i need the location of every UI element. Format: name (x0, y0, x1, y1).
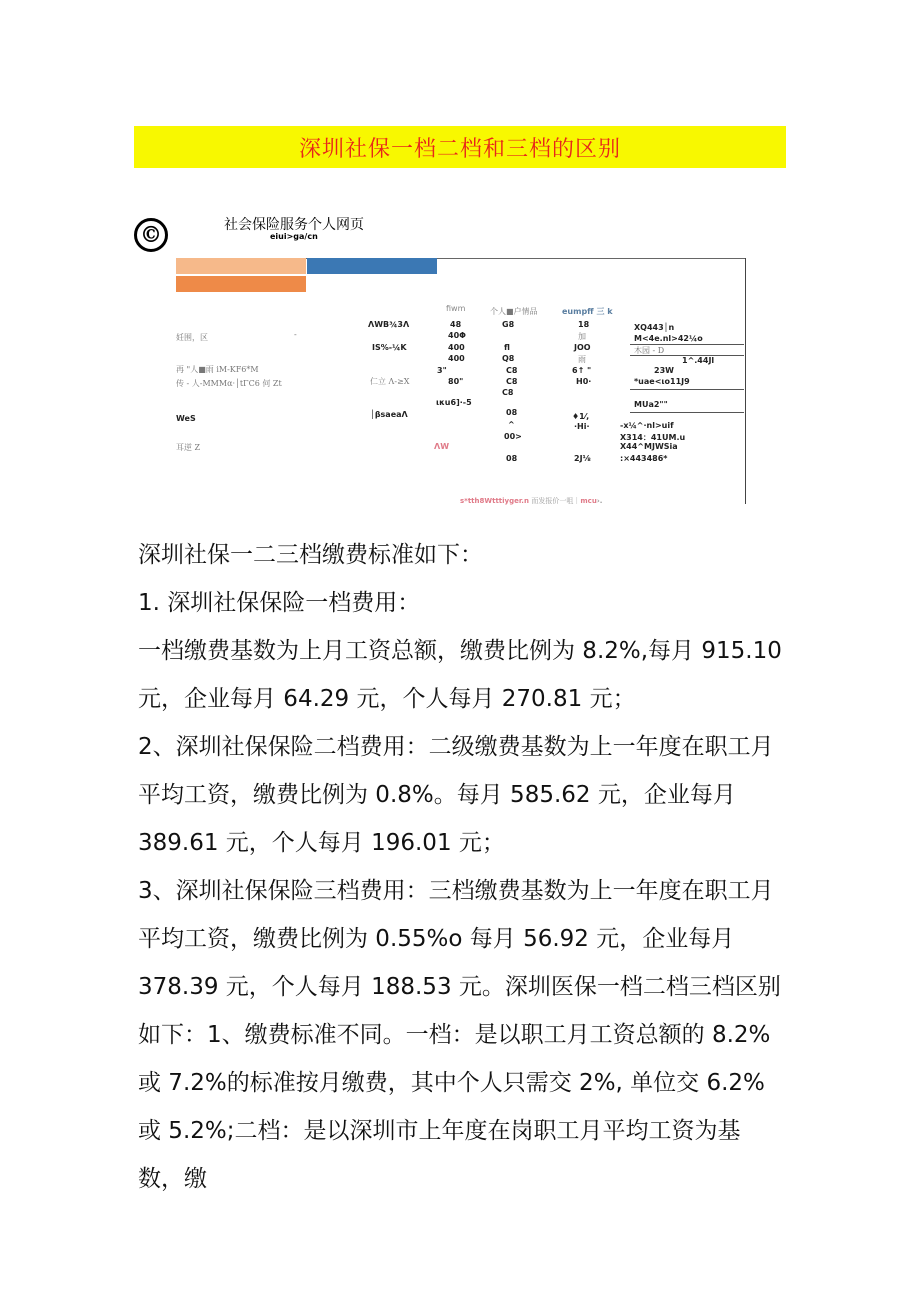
right-divider-4 (630, 412, 744, 413)
site-title: 社会保险服务个人网页 (224, 217, 364, 233)
nav-bar-peach (176, 258, 306, 274)
right-text-1: XQ443│n (634, 323, 675, 332)
col3-text-9: 2J⅛ (574, 454, 591, 463)
col1-text-7: ικu6]·-5 (436, 398, 472, 407)
col3-text-1: 18 (578, 320, 590, 329)
col1-text-6: 80" (448, 377, 464, 386)
col3-text-7: ♦1⁄, (572, 412, 590, 421)
col3-text-6: H0· (576, 377, 592, 386)
right-border (745, 258, 746, 504)
col-head-2: 个人■户情品 (490, 307, 538, 316)
col2-text-2: fl (504, 343, 510, 352)
col1-text-1: 48 (450, 320, 462, 329)
title-banner (134, 126, 786, 168)
right-text-9: X314：41UM.u (620, 433, 686, 442)
col2-text-8: ^ (508, 420, 515, 429)
left-dash: - (294, 330, 297, 339)
left-text-1: 妊围，区 (176, 333, 208, 342)
right-text-5: 23W (654, 366, 674, 375)
col3-text-3: JOO (574, 343, 591, 352)
col3-text-2: 加 (578, 332, 586, 341)
col2-text-7: 08 (506, 408, 518, 417)
left-text-2: 再 "人■雨 iM-KF6*M (176, 365, 259, 374)
left-text-3: 传 - 人-MMMα·│tΓC6 何 Zt (176, 379, 282, 388)
col1-text-3: 400 (448, 343, 465, 352)
col1-text-2: 40Φ (448, 331, 466, 340)
left-text-5: 耳逆 Z (176, 443, 201, 452)
col2-text-3: Q8 (502, 354, 515, 363)
col-head-1: fiwm (446, 304, 466, 313)
footer-link: s*tth8Wtttiyger.n (460, 497, 529, 505)
paragraph-tier3: 3、深圳社保保险三档费用：三档缴费基数为上一年度在职工月平均工资，缴费比例为 0.55%o 每月 56.92 元，企业每月 378.39 元，个人每月 188.53 元。深圳医保一档二档三档区别如下：1、缴费标准不同。一档：是以职工月工资总额的 8.2%或 7.2%的标准按月缴费，其中个人只需交 2%, 单位交 6.2%或 5.2%;二档：是以深圳市上年度在岗职工月平均工资为基数，缴 (138, 878, 781, 1192)
article-body (138, 531, 786, 1203)
col2-text-5: C8 (506, 377, 518, 386)
col2-text-1: G8 (502, 320, 515, 329)
embedded-screenshot (134, 206, 754, 506)
footer-line (460, 496, 602, 506)
site-subtitle: eiui>ga/cn (270, 232, 318, 241)
paragraph-tier1-heading: 1. 深圳社保保险一档费用： (138, 590, 421, 616)
right-text-8: -x¼^·nl>uif (620, 421, 674, 430)
document-title: 深圳社保一档二档和三档的区别 (298, 136, 621, 162)
footer-end: ›. (596, 497, 603, 505)
copyright-icon: © (134, 218, 168, 252)
mid-text-2: IS%-¼K (372, 343, 407, 352)
col2-text-6: C8 (502, 388, 514, 397)
col2-text-10: 08 (506, 454, 518, 463)
right-text-7: MUa2"" (634, 400, 668, 409)
mid-text-4: │βsaeaΛ (370, 410, 408, 419)
footer-link-2: mcu (580, 497, 597, 505)
right-text-2: M<4e.nl>42¼o (634, 334, 703, 343)
col1-text-4: 400 (448, 354, 465, 363)
col3-text-4: 雨 (578, 355, 586, 364)
paragraph-intro: 深圳社保一二三档缴费标准如下： (138, 542, 483, 568)
col1-text-5: 3" (437, 366, 447, 375)
right-text-11: :×443486* (620, 454, 668, 463)
col2-text-9: 00> (504, 432, 522, 441)
left-text-4: WeS (176, 414, 196, 423)
nav-bar-blue (307, 258, 437, 274)
col-head-3: eumpff 三 k (562, 307, 613, 316)
col1-text-8: ΛW (434, 442, 450, 451)
mid-text-3: 仁立 Λ-≥X (370, 377, 410, 386)
right-text-3: 木园 - D (634, 346, 665, 355)
right-text-10: X44^MJWSia (620, 442, 678, 451)
col3-text-8: ·Hi· (574, 422, 590, 431)
footer-gray-text: 而发报价一咀｜ (531, 497, 581, 505)
paragraph-tier2: 2、深圳社保保险二档费用：二级缴费基数为上一年度在职工月平均工资，缴费比例为 0.8%。每月 585.62 元，企业每月 389.61 元，个人每月 196.01 元； (138, 734, 774, 856)
right-text-4: 1^.44Jl (682, 356, 715, 365)
mid-text-1: ΛWB¾3Λ (368, 320, 410, 329)
right-text-6: *uae<ιo11J9 (634, 377, 690, 386)
col2-text-4: C8 (506, 366, 518, 375)
paragraph-tier1: 一档缴费基数为上月工资总额，缴费比例为 8.2%,每月 915.10 元，企业每月 64.29 元，个人每月 270.81 元； (138, 638, 782, 712)
col3-text-5: 6↑ " (572, 366, 592, 375)
right-divider-3 (630, 389, 744, 390)
nav-bar-orange (176, 276, 306, 292)
